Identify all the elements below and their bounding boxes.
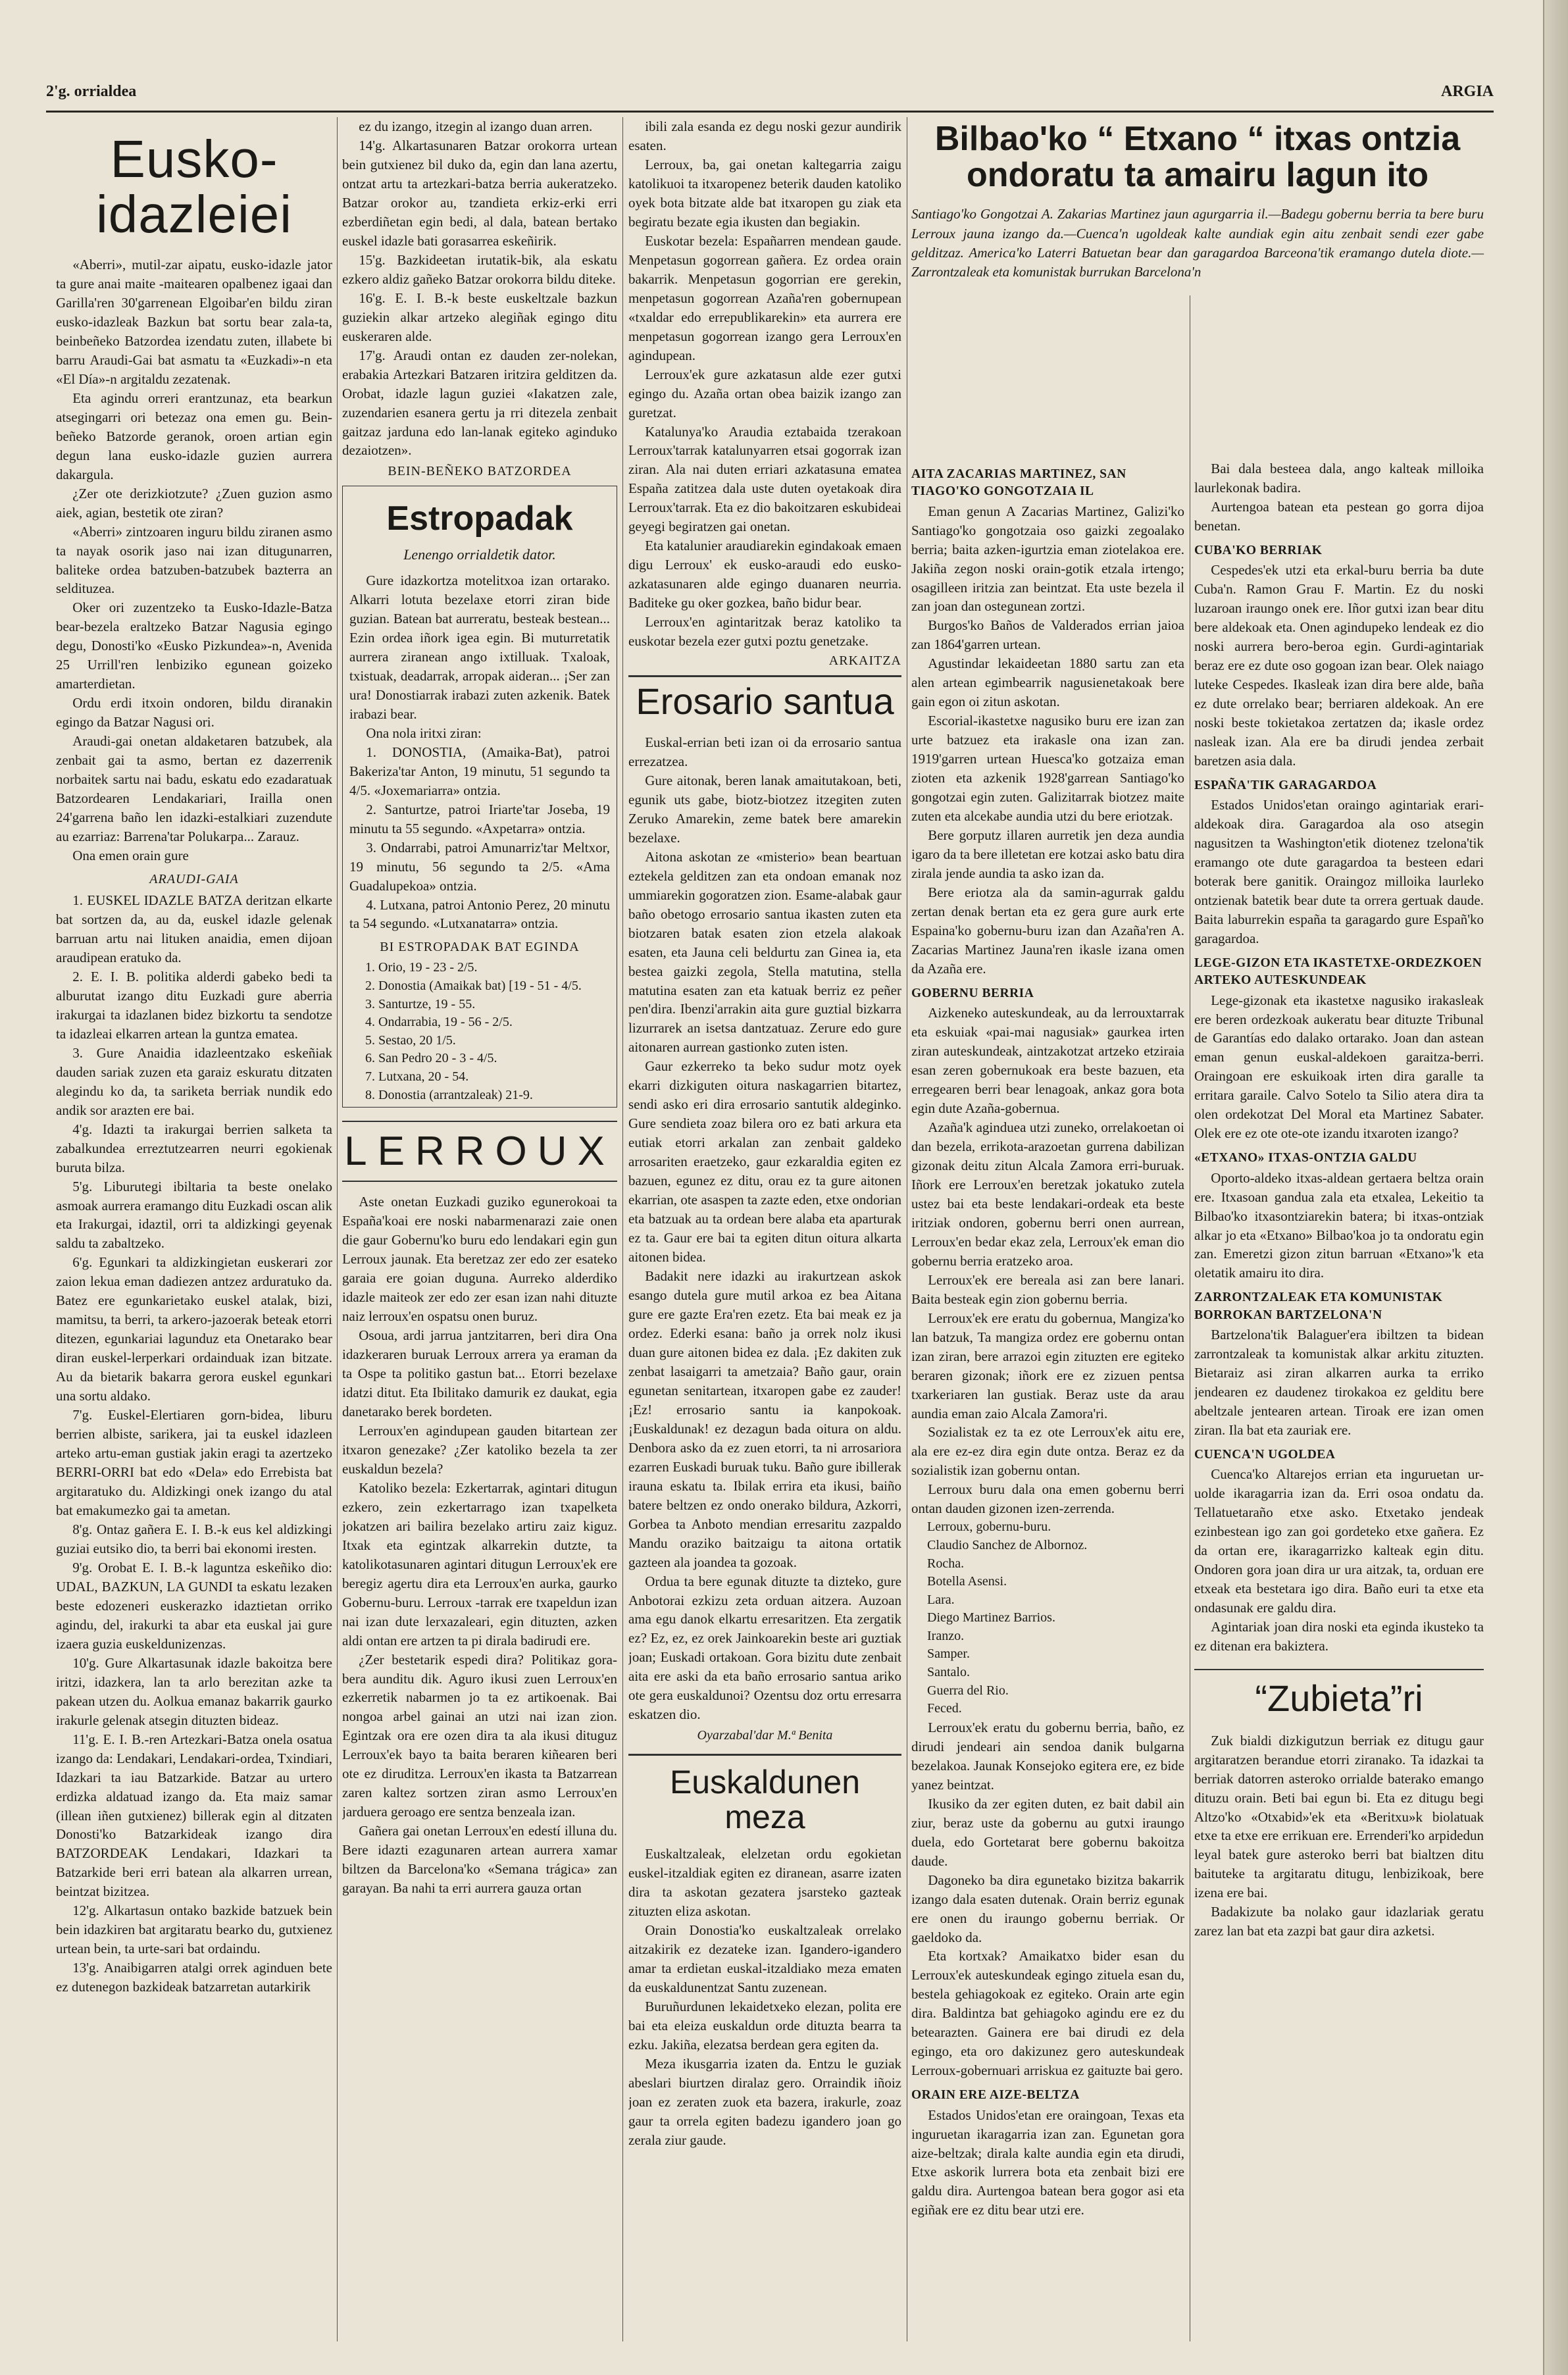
- paragraph: Estados Unidos'etan ere oraingoan, Texas eta inguruetan ikaragarria izan zan. Egunetan gora aize-beltzak; dirala kalte aundia egin eta dirudi, Etxe askorik lurrera bota eta zenbait bizi ere galdu dira. Aurtengoa batean bera gogor asi eta egiñak ere ez ditu bear utzi ere.: [911, 2107, 1184, 2218]
- section-heading: ORAIN ERE AIZE-BELTZA: [911, 2088, 1080, 2103]
- paragraph: Agustindar lekaideetan 1880 sartu zan eta alen artean egimbearrik nagusienetakoak bere gain egon oi zitun askotan.: [911, 655, 1184, 710]
- combined-result-item: 2. Donostia (Amaikak bat) [19 - 51 - 4/5.: [365, 979, 582, 994]
- minister-name: Iranzo.: [927, 1628, 965, 1643]
- headline-lead: Santiago'ko Gongotzai A. Zakarias Martinez jaun agurgarria il.—Badegu gobernu berria ta bere buru Lerroux jauna izango da.—Cuenca'n ugoldeak kalte aundiak egin aitu zenbait sendi ezer gabe gelditzaz. America'ko Laterri Batuetan bear dan garagardoa Barceona'tik eramango dutela diote.—Zarrontzaleak eta komunistak burrukan Barcelona'n: [911, 206, 1484, 280]
- column-5: [1194, 117, 1484, 2368]
- combined-result-item: 5. Sestao, 20 1/5.: [365, 1033, 456, 1048]
- article-title-estropadak: Estropadak: [386, 499, 573, 538]
- paragraph: Lerroux, ba, gai onetan kaltegarria zaigu katolikuoi ta itxaropenez beterik dauden katoliko oyek bota bitzate alde bat itxaropen gu ziak eta begiratu bezate egia ikusten dan begiakin.: [628, 156, 901, 230]
- news-items: [1194, 542, 1484, 1656]
- paragraph: Araudi-gai onetan aldaketaren batzubek, ala zenbait gai ta asmo, bertan ez dazerrenik norbaitek sartu nai badu, eskatu edo ezadaratuak Batzordearen Lendakariari, Irailla onen 24'garrena baño len idazki-estalkiari zuzendute au ezarriaz: Barrena'tar Polukarpa... Zarauz.: [56, 733, 332, 845]
- article-body: [349, 571, 610, 743]
- article-body: [628, 1845, 901, 2150]
- combined-result-item: 8. Donostia (arrantzaleak) 21-9.: [365, 1087, 533, 1102]
- article-body: [911, 117, 1184, 2220]
- paragraph: Badakit nere idazki au irakurtzean askok esango dutela gure mutil arkoa ez bea Aitana gure ere gazte Era'ren ezetz. Eta bai meak ez ja ordez. Ederki esana: baño ja orrek nolz ikusi duan gure aitonen bidea ez dala. ¡Ez dakiten zuk zenbat lasaigarri ta ametzaia? Baño gaur, orain egunetan senitartean, itxaropen gabe ez zauder! ¡Ez! errosario santu ia kanpokoak. ¡Euskaldunak! ez dezagun bada oitura on aldu. Denbora asko da ez zuen etorri, ta ni arrosariora ezarren Euskadi buruak tuku. Baño gure ibillerak irauna eskatu ta. Ibilak errira eta ikusi, baiño batere beltzen ez ondo onerako bildura, Azkorri, Gorbea ta Anboto mendian erresaritu zazpaldo Mandu oraziko baitzaigu ta aitona ortatik gazteen ala joandea ta gozoak.: [628, 1268, 901, 1570]
- news-body: Cuenca'ko Altarejos errian eta inguruetan ur-uolde ikaragarria izan da. Erri osoa ondatu da. Tellatuetaraño etxe asko. Etxetako jendeak ezinbestean igo zan goi gordeteko etxe gañera. Ez da ortan ere, ikaragarrizko kalteak egin ditu. Ondoren gora joan dira ur ura aitzak, ta, orduan ere etxeak eta bestetara igo dira. Baño euri ta etxe eta ondasunak ere galdu dira.: [1194, 1466, 1484, 1616]
- araudi-article: 1. EUSKEL IDAZLE BATZA deritzan elkarte bat sortzen da, au da, euskel idazle gelenak barruan artu nai lituken anaidia, emen dijoan araudipean eratuko da.: [56, 892, 332, 965]
- article-title-eusko-idazleiei: Eusko-idazleiei: [95, 130, 293, 243]
- paragraph: Zuk bialdi dizkigutzun berriak ez ditugu gaur argitaratzen berandue etorri ziranako. Ta idazkai ta berriak datorren asteroko orrialde baterako emango dituzu orain. Beti bai egun bi. Eta ez ditugu begi Altzo'ko «Otxabid»'ek eta «Beritxu»k biolatuak etxe ta etxe ere errikuan ere. Errenderi'ko arpidedun leyal batek gure asteroko berri bat bialtzen ditu baituteke ta argitaratu ditugu, lenbizikoak, bere izena ere bai.: [1194, 1732, 1484, 1901]
- araudi-article: 2. E. I. B. politika alderdi gabeko bedi ta alburutat izango ditu Euzkadi gure aberria irakurgai ta idazlanen bidez bizkortu ta sendotze ta idazleai elkarren artean la guntza ematea.: [56, 968, 332, 1042]
- section-heading: AITA ZACARIAS MARTINEZ, SAN TIAGO'KO GONGOTZAIA IL: [911, 467, 1126, 499]
- paragraph: 14'g. Alkartasunaren Batzar orokorra urtean bein gutxienez bil duko da, egin dan lana azertu, ontzat artu ta artezkari-batza berria aukeratzeko. Batzar orokor au, tzandieta erkiz-erki erri ezberdiñetan egin bedi, al dala, batean bertako euskel idazle bati gorasarrea eskeñirik.: [342, 137, 617, 249]
- paragraph: Lerroux'ek gure azkatasun alde ezer gutxi egingo du. Azaña ortan obea baizik izango zan guretzat.: [628, 366, 901, 421]
- news-heading: «ETXANO» ITXAS-ONTZIA GALDU: [1194, 1151, 1417, 1165]
- paragraph: Bere eriotza ala da samin-agurrak galdu zertan denak bertan eta ez gera gure aurk erte Espaina'ko gobernu-buru izan dan Azaña'ren A. Zacarias Martinez Jauna'ren ikasle izana omen da Azaña ere.: [911, 884, 1184, 977]
- paragraph: Ordua ta bere egunak dituzte ta dizteko, gure Anbotorai ezkizu zeta orduan aitzera. Auzoan ama egu danok elkartu erresaritzen. Eta zergatik ez? Ez, ez, ez orek Jainkoarekin beste ari guztiak joan; Euskadi ortakoan. Gora bizitu dute zenbait aita ere aski da eta baño errosario santua ariko ote gera euskaldunoi? Ozentsu doz ortu erresarra eskatzen dio.: [628, 1573, 901, 1723]
- news-body: Estados Unidos'etan oraingo agintariak erari-aldekoak dira. Garagardoa ala oso atsegin nagusitzen ta Washington'etik diotenez tzelona'tik eramango ote dute garagardoa ta besteen edari boterak bere ganitik. Oraingoz milloika laurleko ontzienak batetik bear dute ta orrera gertuak daude. Baita laburrekin españa ta garagardo gure Españ'ko garagardoa.: [1194, 797, 1484, 946]
- article-estropadak: [342, 486, 617, 1108]
- paragraph: «Aberri», mutil-zar aipatu, eusko-idazle jator ta gure anai maite -maitearen opalbenez igaai dan Garilla'ren 30'garrenean Elgoibar'en bildu ziran eusko-idazleak Bazkun bat sortu bear zala-ta, beinbeñeko Batzordea izendatu zuten, illabete bi barru Araudi-Gai bat asmatu ta «Euzkadi»-n eta «El Día»-n argitaldu zezatenak.: [56, 257, 332, 387]
- minister-name: Diego Martinez Barrios.: [927, 1610, 1055, 1625]
- paragraph: ibili zala esanda ez degu noski gezur aundirik esaten.: [628, 118, 901, 153]
- article-title-zubieta: “Zubieta”ri: [1194, 1669, 1484, 1725]
- paragraph: ¿Zer ote derizkiotzute? ¿Zuen guzion asmo aiek, agian, bestetik ote ziran?: [56, 485, 332, 521]
- paragraph: Eman genun A Zacarias Martinez, Galizi'ko Santiago'ko gongotzaia oso gaizki zegoalako berria; baita azken-igurtzia eman ziotelakoa ere. Jakiña zegon noski orain-gotik etzala irtengo; osagilleen iritzia zan beintzat. Eta uste bezela il zan joan dan ostegunean zortzi.: [911, 503, 1184, 615]
- news-heading: ESPAÑA'TIK GARAGARDOA: [1194, 778, 1377, 792]
- paragraph: ez du izango, itzegin al izango duan arren.: [359, 118, 593, 134]
- paragraph: Orain Donostia'ko euskaltzaleak orrelako aitzakirik ez dezateke izan. Igandero-igandero amar ta erdietan euskal-itzaldiako meza ematen da euskaldunentzat Santu zuzenean.: [628, 1922, 901, 1996]
- minister-name: Feced.: [927, 1701, 962, 1716]
- paragraph: Ona nola iritxi ziran:: [366, 725, 482, 741]
- article-body: [342, 117, 617, 460]
- article-subtitle: Lenengo orrialdetik dator.: [403, 546, 556, 563]
- article-body: [628, 117, 901, 651]
- paragraph: Katoliko bezela: Ezkertarrak, agintari ditugun ezkero, zein ezkertarrago izan txapelketa jokatzen ari bailira bezelako artiru zaiz kiguz. Itxak eta egintzak alkarrekin dutzte, ta katolikotasunaren agintari ditugun Lerroux'ek ere beregiz agertu dira eta Lerroux'en aurka, gaurko Gobernu-buru. Lerroux -tarrak ere txapeldun izan nai izan dute lerxazaleari, egin dituzten, azken aldi ontan ere artzen ta pi dirala badirudi ere.: [342, 1479, 617, 1648]
- paragraph: 16'g. E. I. B.-k beste euskeltzale bazkun guziekin alkar artzeko alegiñak egingo ditu euskeraren alde.: [342, 290, 617, 344]
- paragraph: Euskaltzaleak, elelzetan ordu egokietan euskel-itzaldiak egiten ez diranean, asarre izaten dira ta askotan gezatera jsarsteko gazteak zituzten eliza askotan.: [628, 1846, 901, 1920]
- running-header: [46, 83, 1494, 109]
- news-body: Oporto-aldeko itxas-aldean gertaera beltza orain ere. Itxasoan gandua zala eta etxalea, Lekeitio ta Bilbao'ko itxasontziarekin batera; bi itxas-ontziak alkar jo eta «Etxano» Bilbao'koa jo ta ondoratu egin zan. Emeretzi gizon zitun barruan «Etxano»'k eta oletatik amairu ito dira.: [1194, 1169, 1484, 1281]
- paragraph: Aizkeneko auteskundeak, au da lerrouxtarrak eta eskuiak «pai-mai nagusiak» gaurkea irten ziran auteskundeak, aintzakotzat artzeko etziraia esan zeren gobernukoak era beste bazuen, eta erregearen berri bear lenagoak, ankaz gora bota egin dute Azaña-gobernua.: [911, 1005, 1184, 1116]
- paragraph: Gure idazkortza motelitxoa izan ortarako. Alkarri lotuta bezelaxe etorri ziran bide guzian. Batean bat aurreratu, besteak bestean... Ezin ordea iñork igea egin. Bi muturretatik aurrera ziranean ango ixtilluak. Txaloak, txistuak, deadarrak, arropak aideran... ¡Ser zan ura! Donostiarrak irabazi zuten azkenik. Batek irabazi bear.: [349, 573, 610, 722]
- headline-block: [911, 117, 1484, 295]
- minister-name: Samper.: [927, 1647, 970, 1662]
- news-heading: ZARRONTZALEAK ETA KOMUNISTAK BORROKAN BARTZELONA'N: [1194, 1290, 1443, 1322]
- paragraph: Eta agindu orreri erantzunaz, eta bearkun atsegingarri ori betezaz ona emen gu. Bein-beñeko Batzorde geranok, oroen artian egin degun lana eusko-idazle guzien aurrera dakargula.: [56, 390, 332, 482]
- news-body: Cespedes'ek utzi eta erkal-buru berria ba dute Cuba'n. Ramon Grau F. Martin. Ez du noski luzaroan iraungo onek ere. Iñor gutxi izan bear ditu bere aldekoak eta. Onen agindupeko lendeak ez dio noski aurrera bero-beroa egin. Gurdi-agintariak beraz ere ez dute oso gogoan izan bear. Olek naiago luteke Cespedes. Ikasleak izan dira bere alde, baña ez dute orrelako bear; berriaren aldekoak. An ere noski beste tokietakoa zertatzen da; ikasle ordez nasleak izan. Ala ere ba dirudi jendea zerbait baretzen asia dala.: [1194, 562, 1484, 769]
- result-item: 4. Lutxana, patroi Antonio Perez, 20 minutu ta 54 segundo. «Lutxanatarra» ontzia.: [349, 896, 610, 932]
- araudi-article: 11'g. E. I. B.-ren Artezkari-Batza onela osatua izango da: Lendakari, Lendakari-ordea, Txindiari, Idazkari ta iau Batzarkide. Batzar au urtero erdizka aldatuad izango da. Eta maiz samar (illean iñen gutxienez) billerak egin al ditzaten Donosti'ko Batzarkideak izango dira BATZORDEAK Lendakari, Idazkari ta Batzarkide beri erri batean ala alkarren urrean, beintzat bizitzea.: [56, 1731, 332, 1900]
- page-edge-shadow: [1543, 0, 1568, 2375]
- paragraph: Bai dala besteea dala, ango kalteak milloika laurlekonak badira.: [1194, 461, 1484, 496]
- minister-name: Rocha.: [927, 1556, 965, 1571]
- results-list: [349, 743, 610, 934]
- araudi-article: 7'g. Euskel-Elertiaren gorn-bidea, liburu berrien albiste, sarikera, jai ta euskel idazleen arteko artu-eman gustiak jakin eragi ta azertzeko BERRI-ORRI bat edo «Dela» edo Errebista bat argitaratuko du. Aldizkingi onek izango du atal bat emakumezko gai ta ametan.: [56, 1407, 332, 1518]
- signature: BEIN-BEÑEKO BATZORDEA: [388, 464, 572, 479]
- paragraph: Ordu erdi itxoin ondoren, bildu diranakin egingo da Batzar Nagusi ori.: [56, 695, 332, 730]
- column-3: [628, 117, 901, 2368]
- araudi-list: [56, 891, 332, 1997]
- column-2: [342, 117, 617, 2368]
- combined-result-item: 7. Lutxana, 20 - 54.: [365, 1069, 469, 1084]
- news-heading: CUENCA'N UGOLDEA: [1194, 1447, 1336, 1462]
- headline-bilbao-etxano: Bilbao'ko “ Etxano “ itxas ontzia ondoratu ta amairu lagun ito: [934, 120, 1461, 194]
- minister-name: Santalo.: [927, 1665, 970, 1680]
- page-number: 2'g. orrialdea: [46, 83, 137, 100]
- paragraph: Buruñurdunen lekaidetxeko elezan, polita ere bai eta eleiza euskaldun orde dituzta bearra ta ezku. Jakiña, elezatsa berdean gera egiten da.: [628, 1999, 901, 2053]
- paragraph: Lerroux'en agintaritzak beraz katoliko ta euskotar bezela ezer gutxi poztu genetzake.: [628, 614, 901, 650]
- paragraph: Lerroux'ek ere eratu du gobernua, Mangiza'ko lan batzuk, Ta mangiza ordez ere gobernu ontan izan ziran, bere arrazoi egin zituzten ere egiteko beraren gizonak; iñork ere ez zizuen pentsa txarkeriaren lan gustiak. Beraz uste da arau aundia eman zaio Alcala Zamora'ri.: [911, 1310, 1184, 1421]
- paragraph: Aitona askotan ze «misterio» bean beartuan eztekela gelditzen zan eta ondoan emanak noz ummiarekin gogoratzen zion. Esame-alabak gaur baño obetogo errosario santua ikasten zuten eta biotzaren batak esaten zion etzela alakoak esaten, eta Jauna celi beldurtu zan Ginea ia, eta bestea gaizki zegola, Stella matutina, stella matutina esaten zan eta katuak berriz ez peñer pen'dira. Ibenzi'arrakin aita gure guztial bizkarra lizurrarek an isetsa dantzatuaz. Zerure edo gure aitonaren aurrean gastionko zuten isten.: [628, 848, 901, 1056]
- araudi-article: 3. Gure Anaidia idazleentzako eskeñiak dauden sariak zuzen eta garaiz eskuratu ditzaten alegindu ko da, ta sariketa berriak nundik edo andik sor arazten ere bai.: [56, 1044, 332, 1118]
- paragraph: Azaña'k aginduea utzi zuneko, orrelakoetan oi dan bezela, errikota-arazoetan gurrena dabilizan gizonak deitu zitun Alcala Zamora erri-buruak. Iñork ere Lerroux'en beretzak jokatuko zutela ustez bai eta beste lendakari-ordeak eta beste iritziak ondoren, gobernu berri onen aurrean, Lerroux'en bedar ekaz zela, Lerroux'ek eman dio gobernu berria eratzeko aroa.: [911, 1119, 1184, 1269]
- paragraph: Meza ikusgarria izaten da. Entzu le guziak abeslari biurtzen diralaz gero. Orraindik iñoiz joan ez zeraten zuok eta bazera, irakurle, zoaz gaur ta orrela egiten badezu igandero joan go zerala ziur gaude.: [628, 2055, 901, 2148]
- signature: ARKAITZA: [828, 653, 901, 669]
- result-item: 1. DONOSTIA, (Amaika-Bat), patroi Bakeriza'tar Anton, 19 minutu, 51 segundo ta 4/5. «Joxemariarra» ontzia.: [349, 744, 610, 798]
- paragraph: Ona emen orain gure: [72, 848, 189, 864]
- paragraph: Dagoneko ba dira egunetako bizitza bakarrik izango dala esaten dutenak. Orain berriz egunak ere onen du iraungo gobernu berriak. Or gaeldoko da.: [911, 1872, 1184, 1945]
- paragraph: Lerroux'ek ere bereala asi zan bere lanari. Baita besteak egin zion gobernu berria.: [911, 1271, 1184, 1307]
- paragraph: Badakizute ba nolako gaur idazlariak geratu zarez lan bat eta zazpi bat gaur dira azketsi.: [1194, 1904, 1484, 1939]
- paragraph: Ikusiko da zer egiten duten, ez bait dabil ain ziur, beraz uste da gobernu au gutxi iraungo duela, edo Gortetarat bere gobernu bakoitza daude.: [911, 1795, 1184, 1869]
- paragraph: Euskal-errian beti izan oi da errosario santua errezatzea.: [628, 734, 901, 769]
- paragraph: Aste onetan Euzkadi guziko egunerokoai ta España'koai ere noski nabarmenarazi zaie onen die gaur Gobernu'ko buru edo lendakari egin gun Lerroux jaunak. Eta beretzaz zer edo zer esateko garaia ere goian duguna. Aurreko alderdiko idazle maiteok zer edo zer esan izan nahi dituzte naiz lerroux'en ospatsu onen buruz.: [342, 1194, 617, 1325]
- paragraph: «Aberri» zintzoaren inguru bildu ziranen asmo ta nayak osorik jaso nai izan ditugunarren, baliteke ordea batzuben-batzubek bazterra an seldituzea.: [56, 523, 332, 597]
- section-heading: GOBERNU BERRIA: [911, 986, 1034, 1000]
- paragraph: 17'g. Araudi ontan ez dauden zer-nolekan, erabakia Artezkari Batzaren iritzira gelditzen da. Orobat, idazle lagun guziei «Iakatzen zale, zuzendarien esanera gertu ja rri ditezela zenbait gaitzaz jarduna edo lan-lanak egiteko aginduko dezaiotzen».: [342, 347, 617, 459]
- araudi-article: 4'g. Idazti ta irakurgai berrien salketa ta zabalkundea erreztutzearren neurri egokienak buruta bilza.: [56, 1121, 332, 1175]
- minister-name: Lerroux, gobernu-buru.: [927, 1519, 1051, 1535]
- paragraph: ¿Zer bestetarik espedi dira? Politikaz gora-bera aunditu dik. Aguro ikusi zuen Lerroux'en ezkerretik nabarmen jo ta ez artikoenak. Bai nongoa arbel gainai an utzi nai izan zion. Egintzak ora ere ozen dira ta ala ikusi dituguz Lerroux'ek bayo ta baita beraren kiñearen beri ote ez diruditza. Lerroux'en ikasta ta Batzarrean zaren kaltez sortzen ziran asmo Lerroux'en jarduera geroago ere sentza benzeala izan.: [342, 1651, 617, 1820]
- paragraph: Aurtengoa batean eta pestean go gorra dijoa benetan.: [1194, 498, 1484, 534]
- araudi-article: 13'g. Anaibigarren atalgi orrek aginduen bete ez dutenegon bazkideak batzarretan autarkirik: [56, 1960, 332, 1995]
- araudi-article: 12'g. Alkartasun ontako bazkide batzuek bein bein idazkiren bat argitaratu bearko du, gutxienez urtean bein, ta urte-sari bat ordaindu.: [56, 1903, 332, 1957]
- paragraph: Lerroux'ek eratu du gobernu berria, baño, ez dirudi jendeari ain sendoa danik bulgarna bezelakoa. Jaunak Konsejoko egitera ere, ez bide yanez beintzat.: [911, 1719, 1184, 1793]
- section-label: ARAUDI-GAIA: [149, 872, 239, 886]
- combined-result-item: 4. Ondarrabia, 19 - 56 - 2/5.: [365, 1015, 513, 1030]
- paragraph: Katalunya'ko Araudia eztabaida tzerakoan Lerroux'tarrak katalunyarren etsai gogorrak izan ziran. Ala nai duten erriari azkatasuna ematea España zatitzea dala uste duten oyetakoak dira Lerroux'tarrak. Eta ez dio bakoitzaren eskubideai geyegi begiratzen gai onetan.: [628, 423, 901, 535]
- minister-name: Guerra del Rio.: [927, 1683, 1009, 1698]
- paragraph: Lerroux'en agindupean gauden bitartean zer itxaron genezake? ¿Zer katoliko bezela ta zer euskaldun bezela?: [342, 1422, 617, 1477]
- result-item: 3. Ondarrabi, patroi Amunarriz'tar Meltxor, 19 minutu, 56 segundo ta 2/5. «Ama Guadalupekoa» ontzia.: [349, 839, 610, 894]
- news-heading: CUBA'KO BERRIAK: [1194, 543, 1323, 557]
- paragraph: Gure aitonak, beren lanak amaitutakoan, beti, egunik uts gabe, biotz-biotzez itzegiten zuten Zeruko Amarekin, zeme batek bere amarekin bezelaxe.: [628, 772, 901, 846]
- araudi-article: 8'g. Ontaz gañera E. I. B.-k eus kel aldizkingi guziai eutsiko dio, ta berri bai ekonomi iresten.: [56, 1521, 332, 1556]
- minister-name: Lara.: [927, 1592, 955, 1607]
- paragraph: Bere gorputz illaren aurretik jen deza aundia igaro da ta bere illetetan ere kotzai asko batu dira zirala jende aundia ta asko izan da.: [911, 827, 1184, 882]
- combined-result-item: 1. Orio, 19 - 23 - 2/5.: [365, 960, 478, 975]
- araudi-article: 5'g. Liburutegi ibiltaria ta beste onelako asmoak aurrera eramango ditu Euzkadi oscan alik eta Irakurgai, idaztil, orri ta aldizkingi geyenak saldu ta zabaltzeko.: [56, 1178, 332, 1252]
- minister-name: Claudio Sanchez de Albornoz.: [927, 1537, 1088, 1552]
- combined-result-item: 3. Santurtze, 19 - 55.: [365, 996, 476, 1011]
- article-title-lerroux: LERROUX: [342, 1121, 617, 1182]
- result-item: 2. Santurtze, patroi Iriarte'tar Joseba, 19 minutu ta 55 segundo. «Axpetarra» ontzia.: [349, 801, 610, 836]
- article-body: [1194, 1731, 1484, 1941]
- news-body: Agintariak joan dira noski eta eginda ikusteko ta ez ditenan era bakiztera.: [1194, 1618, 1484, 1654]
- column-rule: [337, 117, 338, 2341]
- column-4: [911, 117, 1184, 2368]
- signature: Oyarzabal'dar M.ª Benita: [697, 1728, 833, 1743]
- araudi-article: 10'g. Gure Alkartasunak idazle bakoitza bere iritzi, idazkera, lan ta arlo berezitan azke ta pakean utzen du. Aolkua emanaz bakarrik gaurko irakurle gelenak atsegin dituzten bideaz.: [56, 1654, 332, 1728]
- news-heading: LEGE-GIZON ETA IKASTETXE-ORDEZKOEN ARTEKO AUTESKUNDEAK: [1194, 956, 1482, 988]
- article-body: [56, 255, 332, 865]
- paragraph: Escorial-ikastetxe nagusiko buru ere izan zan urte batzuez eta irakasle ona izan zan. 1919'garren urtean Huesca'ko gotzaiza eman zioten eta azkenik 1928'garrean Santiago'ko gongotzai egin zuten. Galizitarrak biotzez maite zuten eta alcekabe aundia utzi du bere eriotzak.: [911, 713, 1184, 825]
- news-body: Lege-gizonak eta ikastetxe nagusiko irakasleak ere beren ordezkoak aukeratu bear dituzte Tribunal de Garantías edo dalako ortarako. Joan dan astean eman genun euskal-aldekoen garaitza-berri. Oraingoan ere eskuikoak irten dira garalle ta erritara garaile. Calvo Sotelo ta Silio atera dira ta olen ordekotzat Del Moral eta Martinez Sabater. Olek ere ez ote ote-ote izandu itxaroten izango?: [1194, 992, 1484, 1142]
- araudi-article: 6'g. Egunkari ta aldizkingietan euskerari zor zaion lekua eman dadiezen antzez arduratuko da. Batez ere egunkarietako euskel atalak, bizi, mamitsu, ta berri, ta arkero-jazoerak beteak etorri ditezen, egunkariai lagunduz eta Onetarako bear diran euskel-lerperkari ordainduak izan bitzate. Au da bietarik bakarra gerora euskel egunkari una sortu aldako.: [56, 1254, 332, 1404]
- paper-name: ARGIA: [1440, 83, 1494, 100]
- paragraph: Lerroux buru dala ona emen gobernu berri ontan dauden gizonen izen-zerrenda.: [911, 1481, 1184, 1517]
- combined-results-list: [349, 959, 610, 1104]
- araudi-article: 9'g. Orobat E. I. B.-k laguntza eskeñiko dio: UDAL, BAZKUN, LA GUNDI ta eskatu lezaken beste edozeneri euskerazko idaztietan orriko agindu, del, irakurki ta abar eta euskal jai gure izaera guzia euskeldunizenzas.: [56, 1559, 332, 1652]
- news-body: Bartzelona'tik Balaguer'era ibiltzen ta bidean zarrontzaleak ta komunistak alkar arkitu zituzten. Bietaraiz asi ziran alkarren aurka ta erriko jendearen ez daudenez tirokakoa ez gelditu bere abeltzale jentearen artean. Tiroak ere izan omen ziran. Ila bat eta zauriak ere.: [1194, 1327, 1484, 1438]
- paragraph: Gaur ezkerreko ta beko sudur motz oyek ekarri dizkiguten oitura naskagarrien bitartez, sendi asko eri dira errosario santutik aldeginko. Gure sendieta zoaz bilera oro ez bati arkura eta eutiak etorri arkalan zan zenbait galdeko arrosariten eraetzeko, gaur ezkaraldia egiten ez bazuen, egunez ez ditu, orau ez ta gure aitonen ekarrian, ote asaspen ta zazte eden, etxe ondorian eta batzuak au ta ordean bere alaba eta aparturak ez ta. Gaur ere bai ta egiten ditun oitura alkarta aitonen bidea.: [628, 1058, 901, 1265]
- article-body: [342, 1192, 617, 1898]
- section-label: BI ESTROPADAK BAT EGINDA: [380, 940, 580, 955]
- combined-result-item: 6. San Pedro 20 - 3 - 4/5.: [365, 1051, 497, 1066]
- paragraph: Euskotar bezela: Españarren mendean gaude. Menpetasun gogorrean gañera. Ez ordea orain bakarrik. Menpetasun gogorrian ere gerekin, menpetasun gogorrean Azaña'ren gobernupean «txaldar edo errepublikarekin» eta aurrera ere menpetasun gogorrean izango gera Lerroux'en agindupean.: [628, 232, 901, 363]
- minister-name: Botella Asensi.: [927, 1574, 1007, 1589]
- column-rule: [622, 117, 623, 2341]
- paragraph: Gañera gai onetan Lerroux'en edestí illuna du. Bere idazti ezagunaren artean aurrera xamar biltzen da Barcelona'ko «Semana trágica» zan garayan. Ba nahi ta erri aurrera gauza ortan: [342, 1823, 617, 1897]
- header-rule: [46, 111, 1494, 113]
- paragraph: Sozialistak ez ta ez ote Lerroux'ek aitu ere, ala ere ez-ez dira egin dute ontza. Beraz ez da sozialistik izan gobernu ontan.: [911, 1424, 1184, 1479]
- article-body: [628, 733, 901, 1724]
- paragraph: Osoua, ardi jarrua jantzitarren, beri dira Ona idazkeraren buruak Lerroux arrera ya eraman da ta Ospe ta politiko gastun bat... Etorri bezelaxe idatzi ditut. Eta Ibilitako damurik ez daukat, egia danetarako berek bordeten.: [342, 1327, 617, 1419]
- paragraph: Eta katalunier araudiarekin egindakoak emaen digu Lerroux' ek eusko-araudi edo eusko-azkatasunaren alde egingo duanaren neurria. Baditeke gu oker gozkea, baño bidur bear.: [628, 538, 901, 611]
- paragraph: Oker ori zuzentzeko ta Eusko-Idazle-Batza bear-bezela eraltzeko Batzar Nagusia egingo degu, Donosti'ko «Eusko Pizkundea»-n, Avenida 25 Urrill'ren lenbiziko egunean goizeko amarterdietan.: [56, 600, 332, 692]
- paragraph: Burgos'ko Baños de Valderados errian jaioa zan 1864'garren urtean.: [911, 617, 1184, 653]
- paragraph: 15'g. Bazkideetan irutatik-bik, ala eskatu ezkero aldiz gañeko Batzar orokorra bildu diteke.: [342, 251, 617, 287]
- column-1: [56, 117, 332, 2368]
- article-title-erosario: Erosario santua: [628, 675, 901, 727]
- paragraph: Eta kortxak? Amaikatxo bider esan du Lerroux'ek auteskundeak egingo zituela esan du, bestela gehiagokoak ez egiteko. Orain arte egin dira. Baldintza bat gehiagoko agindu ere ez du betearazten. Gainera ere bai dirudi ez dela egingo, eta oro dakizunez gero auteskundeak Lerroux-gobernuari arriskua ez gaituzte bai gero.: [911, 1948, 1184, 2079]
- article-title-euskaldunen-meza: Euskaldunen meza: [628, 1754, 901, 1838]
